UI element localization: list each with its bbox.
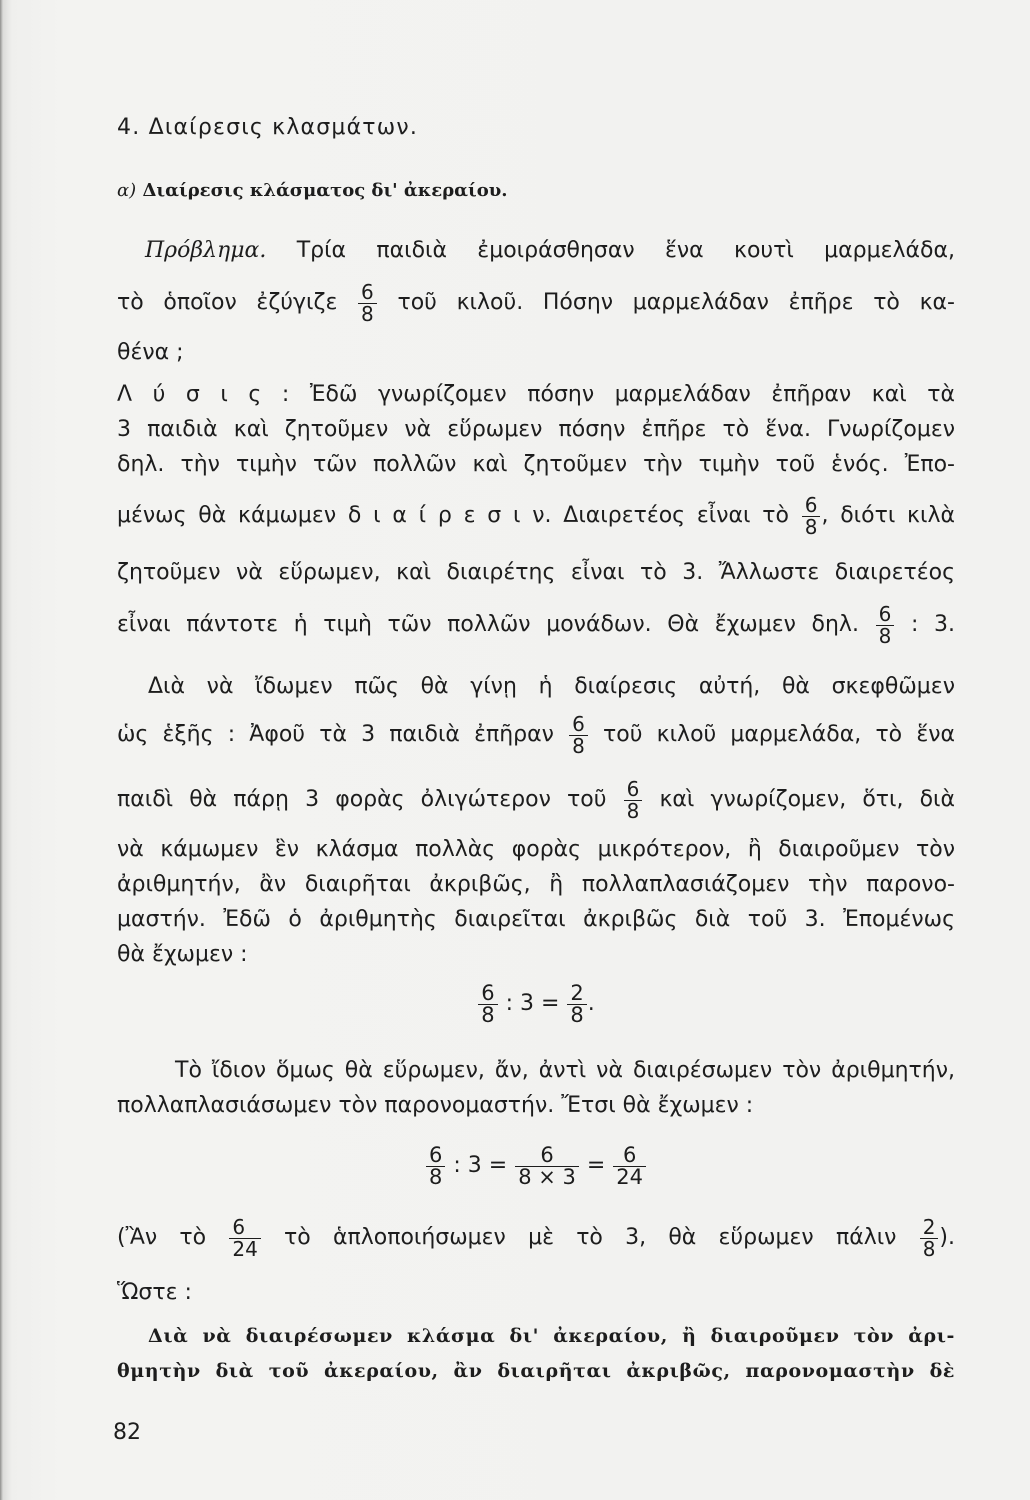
text-segment: (Ἂν τὸ: [117, 1225, 207, 1250]
fraction: [515, 1142, 579, 1189]
fraction: [613, 1142, 646, 1189]
fraction-numerator: 6: [426, 1145, 445, 1167]
equation-operator: : 3 =: [505, 991, 560, 1016]
fraction: [920, 1214, 939, 1261]
fraction: [802, 492, 821, 539]
subsection-heading: [117, 173, 955, 209]
text-segment: , διότι κιλὰ: [821, 503, 955, 528]
reasoning-line-7: θὰ ἔχωμεν :: [117, 942, 248, 967]
text-segment: : 3.: [910, 612, 955, 637]
section-heading: 4. Διαίρεσις κλασμάτων.: [117, 115, 419, 140]
reasoning-line-6: μαστήν. Ἐδῶ ὁ ἀριθμητὴς διαιρεῖται ἀκριβῶς διὰ τοῦ 3. Ἐπομένως: [117, 907, 955, 932]
conclusion-label: Ὥστε :: [117, 1280, 192, 1305]
reasoning-line-1: Διὰ νὰ ἴδωμεν πῶς θὰ γίνῃ ἡ διαίρεσις αὐτή, θὰ σκεφθῶμεν: [148, 674, 955, 699]
note-line: [117, 1214, 955, 1261]
fraction-numerator: 6: [569, 714, 588, 736]
equation-2: [117, 1142, 955, 1189]
alternative-line-1: Τὸ ἴδιον ὅμως θὰ εὕρωμεν, ἄν, ἀντὶ νὰ διαιρέσωμεν τὸν ἀριθμητήν,: [175, 1058, 955, 1083]
problem-line-3: θένα ;: [117, 340, 184, 365]
fraction-denominator: 8: [804, 514, 818, 539]
text-segment: μένως θὰ κάμωμεν δ ι α ί ρ ε σ ι ν. Διαιρετέος εἶναι τὸ: [117, 503, 789, 528]
fraction: [358, 279, 377, 326]
text-segment: καὶ γνωρίζομεν, ὅτι, διὰ: [659, 787, 955, 812]
text-segment: τοῦ κιλοῦ. Πόσην μαρμελάδαν ἐπῆρε τὸ κα-: [397, 290, 955, 315]
fraction-numerator: 6: [613, 1145, 646, 1167]
text-segment: παιδὶ θὰ πάρῃ 3 φορὰς ὀλιγώτερον τοῦ: [117, 787, 607, 812]
rule-line-1: Διὰ νὰ διαιρέσωμεν κλάσμα δι' ἀκεραίου, ἢ διαιροῦμεν τὸν ἀρι-: [148, 1325, 955, 1347]
subsection-label: α): [117, 180, 137, 201]
fraction: [876, 601, 895, 648]
fraction-numerator: 6: [802, 495, 821, 517]
problem-label: Πρόβλημα.: [145, 238, 267, 263]
solution-line-5: ζητοῦμεν νὰ εὕρωμεν, καὶ διαιρέτης εἶναι τὸ 3. Ἄλλωστε διαιρετέος: [117, 560, 955, 585]
solution-line-3: δηλ. τὴν τιμὴν τῶν πολλῶν καὶ ζητοῦμεν τὴν τιμὴν τοῦ ἑνός. Ἐπο-: [117, 452, 955, 477]
fraction: [478, 980, 497, 1027]
fraction: [426, 1142, 445, 1189]
equation-operator: : 3 =: [453, 1153, 508, 1178]
alternative-line-2: πολλαπλασιάσωμεν τὸν παρονομαστήν. Ἔτσι θὰ ἔχωμεν :: [117, 1093, 754, 1118]
reasoning-line-4: νὰ κάμωμεν ἓν κλάσμα πολλὰς φορὰς μικρότερον, ἢ διαιροῦμεν τὸν: [117, 837, 955, 862]
fraction-denominator: 8: [626, 798, 640, 823]
text-segment: Τρία παιδιὰ ἐμοιράσθησαν ἕνα κουτὶ μαρμελάδα,: [296, 238, 955, 263]
fraction-denominator: 24: [232, 1236, 258, 1261]
fraction: [567, 980, 586, 1027]
fraction-denominator: 8: [878, 623, 892, 648]
fraction-denominator: 8 × 3: [518, 1164, 576, 1189]
reasoning-line-2: [117, 711, 956, 758]
subsection-title: Διαίρεσις κλάσματος δι' ἀκεραίου.: [142, 180, 508, 201]
page-number: 82: [113, 1420, 141, 1445]
fraction-numerator: 2: [567, 983, 586, 1005]
fraction-denominator: 8: [572, 733, 585, 758]
reasoning-line-5: ἀριθμητήν, ἂν διαιρῆται ἀκριβῶς, ἢ πολλαπλασιάζομεν τὴν παρονο-: [117, 872, 955, 897]
solution-line-6: [117, 601, 955, 648]
fraction-denominator: 8: [922, 1236, 936, 1261]
fraction-denominator: 8: [570, 1002, 584, 1027]
fraction-denominator: 8: [481, 1002, 495, 1027]
fraction-numerator: 6: [624, 779, 643, 801]
equation-equals: =: [586, 1153, 606, 1178]
equation-end: .: [587, 991, 595, 1016]
reasoning-line-3: [117, 776, 955, 823]
text-segment: τὸ ὁποῖον ἐζύγιζε: [117, 290, 338, 315]
text-segment: ).: [939, 1225, 955, 1250]
text-segment: τοῦ κιλοῦ μαρμελάδα, τὸ ἕνα: [603, 722, 956, 747]
problem-line-1: [145, 233, 955, 269]
fraction-numerator: 6: [358, 282, 377, 304]
equation-1: [117, 980, 955, 1027]
solution-line-1: Λ ύ σ ι ς : Ἐδῶ γνωρίζομεν πόσην μαρμελάδαν ἐπῆραν καὶ τὰ: [117, 382, 955, 407]
fraction: [569, 711, 588, 758]
text-segment: ὡς ἑξῆς : Ἀφοῦ τὰ 3 παιδιὰ ἐπῆραν: [117, 722, 554, 747]
fraction-denominator: 8: [428, 1164, 443, 1189]
fraction-numerator: 6: [876, 604, 895, 626]
fraction-denominator: 8: [361, 301, 374, 326]
solution-line-2: 3 παιδιὰ καὶ ζητοῦμεν νὰ εὕρωμεν πόσην ἐπῆρε τὸ ἕνα. Γνωρίζομεν: [117, 417, 955, 442]
text-segment: εἶναι πάντοτε ἡ τιμὴ τῶν πολλῶν μονάδων. Θὰ ἔχωμεν δηλ.: [117, 612, 859, 637]
problem-line-2: [117, 279, 955, 326]
fraction-denominator: 24: [616, 1164, 644, 1189]
fraction-numerator: 6: [515, 1145, 579, 1167]
solution-line-4: [117, 492, 955, 539]
text-segment: τὸ ἁπλοποιήσωμεν μὲ τὸ 3, θὰ εὕρωμεν πάλιν: [284, 1225, 897, 1250]
rule-line-2: θμητὴν διὰ τοῦ ἀκεραίου, ἂν διαιρῆται ἀκριβῶς, παρονομαστὴν δὲ: [117, 1360, 955, 1382]
fraction: [624, 776, 643, 823]
fraction-numerator: 2: [920, 1217, 939, 1239]
fraction-numerator: 6: [478, 983, 497, 1005]
fraction: [229, 1214, 260, 1261]
fraction-numerator: 6: [229, 1217, 260, 1239]
